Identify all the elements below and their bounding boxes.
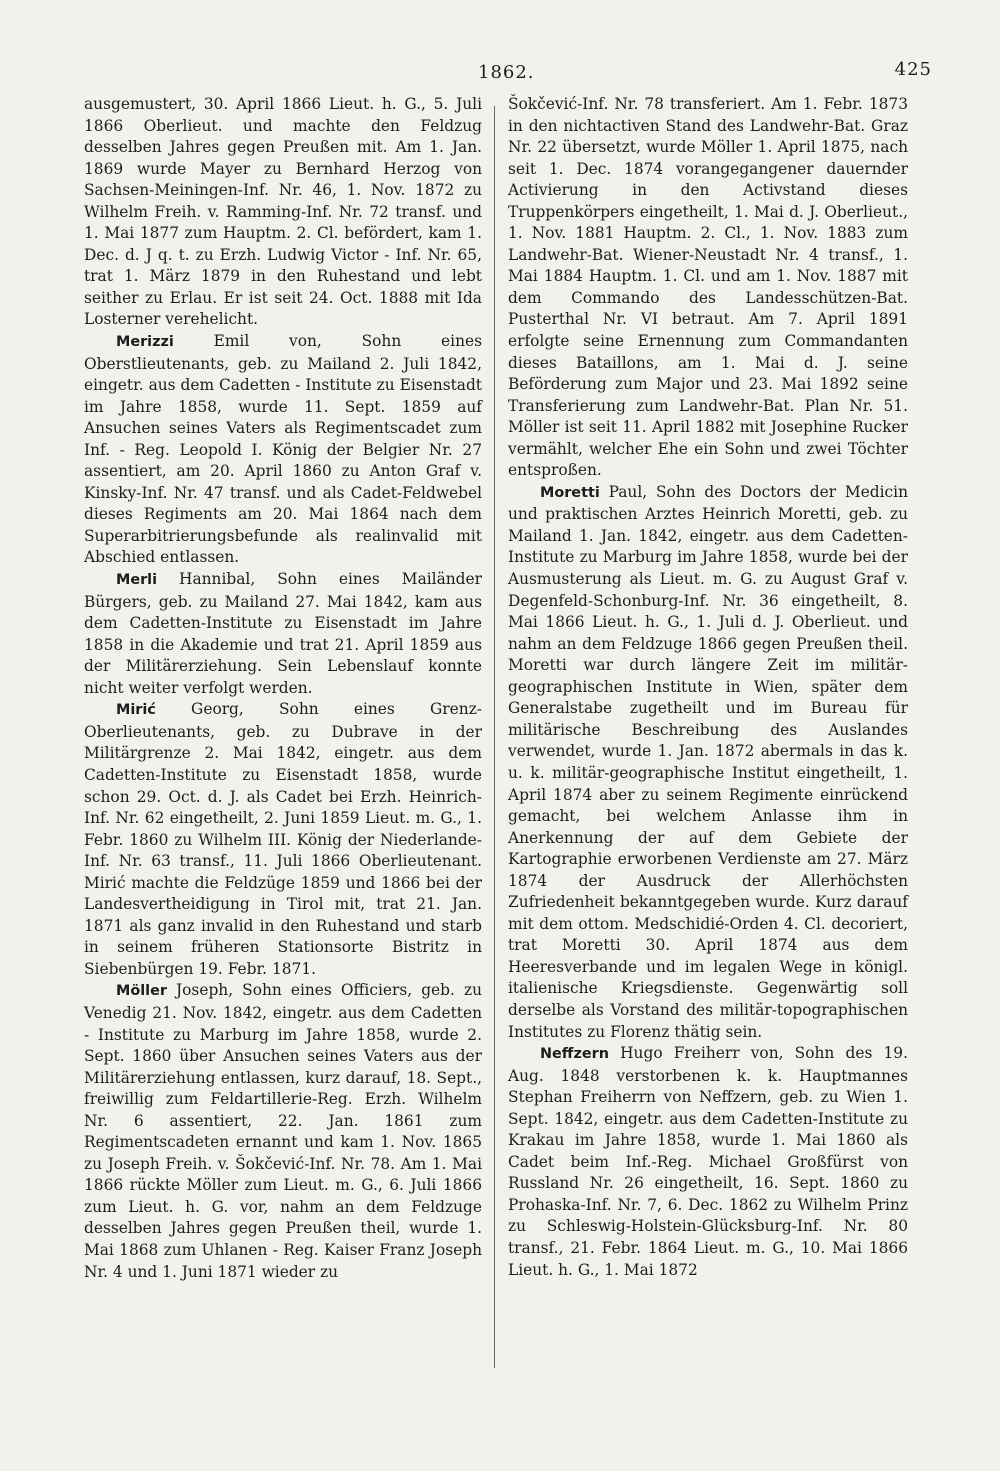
entry-miric: [84, 699, 482, 980]
left-column: [84, 94, 482, 1283]
entry-surname: Merli: [116, 572, 158, 589]
right-column: [508, 94, 908, 1281]
entry-text: Hannibal, Sohn eines Mailänder Bürgers, geb. zu Mailand 27. Mai 1842, kam aus dem Cadetten-Institute zu Eisenstadt im Jahre 1858 in die Akademie und trat 21. April 1859 aus der Militärerziehung. Sein Lebenslauf konnte nicht weiter verfolgt werden.: [84, 570, 482, 697]
entry-text: Emil von, Sohn eines Oberstlieutenants, geb. zu Mailand 2. Juli 1842, eingetr. aus dem Cadetten - Institute zu Eisenstadt im Jahre 1858, wurde 11. Sept. 1859 auf Ansuchen seines Vaters als Regimentscadet zum Inf. - Reg. Leopold I. König der Belgier Nr. 27 assentiert, am 20. April 1860 zu Anton Graf v. Kinsky-Inf. Nr. 47 transf. und als Cadet-Feldwebel dieses Regiments am 20. Mai 1864 nach dem Superarbitrierungsbefunde als realinvalid mit Abschied entlassen.: [84, 332, 482, 567]
entry-text: Šokčević-Inf. Nr. 78 transferiert. Am 1. Febr. 1873 in den nichtactiven Stand des Landwehr-Bat. Graz Nr. 22 übersetzt, wurde Möller 1. April 1875, nach seit 1. Dec. 1874 vorangegangener dauernder Activierung in den Activstand dieses Truppenkörpers eingetheilt, 1. Mai d. J. Oberlieut., 1. Nov. 1881 Hauptm. 2. Cl., 1. Nov. 1883 zum Landwehr-Bat. Wiener-Neustadt Nr. 4 transf., 1. Mai 1884 Hauptm. 1. Cl. und am 1. Nov. 1887 mit dem Commando des Landesschützen-Bat. Pusterthal Nr. VI betraut. Am 7. April 1891 erfolgte seine Ernennung zum Commandanten dieses Bataillons, am 1. Mai d. J. seine Beförderung zum Major und 23. Mai 1892 seine Transferierung zum Landwehr-Bat. Plan Nr. 51. Möller ist seit 11. April 1882 mit Josephine Rucker vermählt, welcher Ehe ein Sohn und zwei Töchter entsproßen.: [508, 95, 908, 480]
entry-text: ausgemustert, 30. April 1866 Lieut. h. G., 5. Juli 1866 Oberlieut. und machte den Feldzug desselben Jahres gegen Preußen mit. Am 1. Jan. 1869 wurde Mayer zu Bernhard Herzog von Sachsen-Meiningen-Inf. Nr. 46, 1. Nov. 1872 zu Wilhelm Freih. v. Ramming-Inf. Nr. 72 transf. und 1. Mai 1877 zum Hauptm. 2. Cl. befördert, kam 1. Dec. d. J q. t. zu Erzh. Ludwig Victor - Inf. Nr. 65, trat 1. März 1879 in den Ruhestand und lebt seither zu Erlau. Er ist seit 24. Oct. 1888 mit Ida Losterner verehelicht.: [84, 95, 482, 329]
entry-mayer-continuation: [84, 94, 482, 331]
entry-surname: Moretti: [540, 484, 600, 501]
entry-merli: [84, 569, 482, 699]
entry-surname: Mirić: [116, 702, 156, 719]
entry-moller-continuation: [508, 94, 908, 482]
entry-text: Paul, Sohn des Doctors der Medicin und praktischen Arztes Heinrich Moretti, geb. zu Mailand 1. Jan. 1842, eingetr. aus dem Cadetten-Institute zu Marburg im Jahre 1858, wurde bei der Ausmusterung als Lieut. m. G. zu August Graf v. Degenfeld-Schonburg-Inf. Nr. 36 eingetheilt, 8. Mai 1866 Lieut. h. G., 1. Juli d. J. Oberlieut. und nahm an dem Feldzuge 1866 gegen Preußen theil. Moretti war durch längere Zeit im militär-geographischen Institute in Wien, später dem Generalstabe zugetheilt und im Bureau für militärische Beschreibung des Auslandes verwendet, wurde 1. Jan. 1872 abermals in das k. u. k. militär-geographische Institut eingetheilt, 1. April 1874 aber zu seinem Regimente einrückend gemacht, bei welchem Anlasse ihm in Anerkennung der auf dem Gebiete der Kartographie erworbenen Verdienste am 27. März 1874 der Ausdruck der Allerhöchsten Zufriedenheit bekanntgegeben wurde. Kurz darauf mit dem ottom. Medschidié-Orden 4. Cl. decoriert, trat Moretti 30. April 1874 aus dem Heeresverbande und im legalen Wege in königl. italienische Kriegsdienste. Gegenwärtig soll derselbe als Vorstand des militär-topographischen Institutes zu Florenz thätig sein.: [508, 482, 908, 1041]
page-header: [0, 59, 1000, 86]
entry-merizzi: [84, 331, 482, 569]
entry-surname: Merizzi: [116, 334, 174, 351]
entry-text: Joseph, Sohn eines Officiers, geb. zu Venedig 21. Nov. 1842, eingetr. aus dem Cadetten - Institute zu Marburg im Jahre 1858, wurde 2. Sept. 1860 über Ansuchen seines Vaters aus der Militärerziehung entlassen, kurz darauf, 18. Sept., freiwillig zum Feldartillerie-Reg. Erzh. Wilhelm Nr. 6 assentiert, 22. Jan. 1861 zum Regimentscadeten ernannt und kam 1. Nov. 1865 zu Joseph Freih. v. Šokčević-Inf. Nr. 78. Am 1. Mai 1866 rückte Möller zum Lieut. m. G., 6. Juli 1866 zum Lieut. h. G. vor, nahm an dem Feldzuge desselben Jahres gegen Preußen theil, wurde 1. Mai 1868 zum Uhlanen - Reg. Kaiser Franz Joseph Nr. 4 und 1. Juni 1871 wieder zu: [84, 981, 482, 1281]
entry-text: Hugo Freiherr von, Sohn des 19. Aug. 1848 verstorbenen k. k. Hauptmannes Stephan Freiherrn von Neffzern, geb. zu Wien 1. Sept. 1842, eingetr. aus dem Cadetten-Institute zu Krakau im Jahre 1858, wurde 1. Mai 1860 als Cadet beim Inf.-Reg. Michael Großfürst von Russland Nr. 26 eingetheilt, 16. Sept. 1860 zu Prohaska-Inf. Nr. 7, 6. Dec. 1862 zu Wilhelm Prinz zu Schleswig-Holstein-Glücksburg-Inf. Nr. 80 transf., 21. Febr. 1864 Lieut. m. G., 10. Mai 1866 Lieut. h. G., 1. Mai 1872: [508, 1044, 908, 1279]
entry-moller: [84, 980, 482, 1283]
entry-surname: Neffzern: [540, 1046, 609, 1063]
page-number: 425: [894, 59, 932, 80]
entry-text: Georg, Sohn eines Grenz-Oberlieutenants, geb. zu Dubrave in der Militärgrenze 2. Mai 1842, eingetr. aus dem Cadetten-Institute zu Eisenstadt 1858, wurde schon 29. Oct. d. J. als Cadet bei Erzh. Heinrich-Inf. Nr. 62 eingetheilt, 2. Juni 1859 Lieut. m. G., 1. Febr. 1860 zu Wilhelm III. König der Niederlande-Inf. Nr. 63 transf., 11. Juli 1866 Oberlieutenant. Mirić machte die Feldzüge 1859 und 1866 bei der Landesvertheidigung in Tirol mit, trat 21. Jan. 1871 als ganz invalid in den Ruhestand und starb in seinem früheren Stationsorte Bistritz in Siebenbürgen 19. Febr. 1871.: [84, 700, 482, 978]
page-year: 1862.: [478, 62, 535, 83]
entry-moretti: [508, 482, 908, 1043]
column-divider: [494, 106, 495, 1368]
entry-surname: Möller: [116, 983, 167, 1000]
entry-neffzern: [508, 1043, 908, 1281]
